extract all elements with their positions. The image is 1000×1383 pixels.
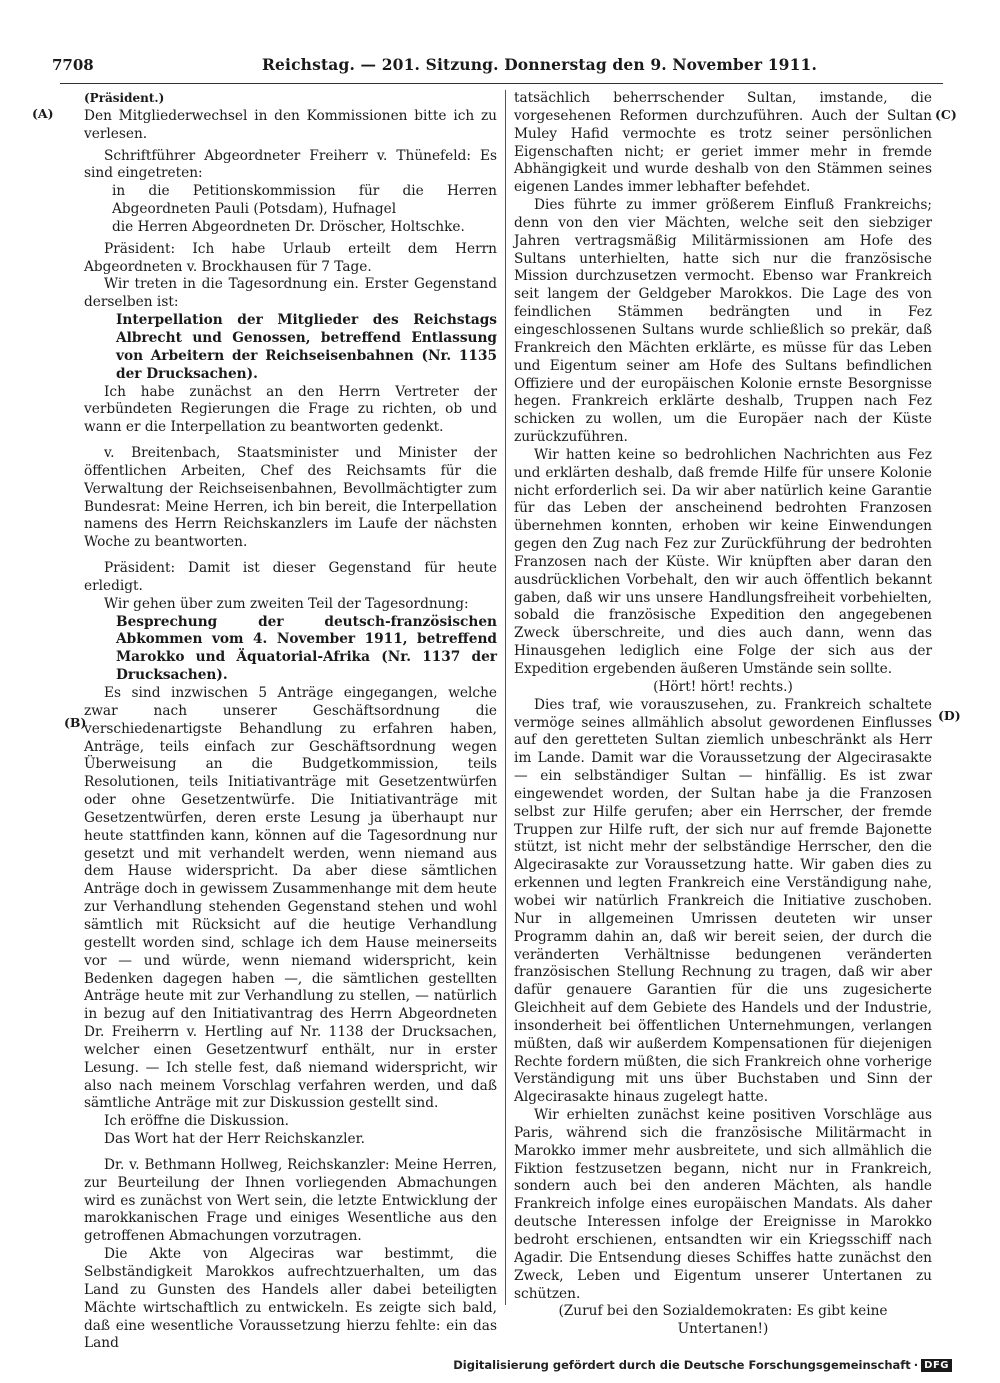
paragraph: Schriftführer Abgeordneter Freiherr v. Thünefeld: Es sind eingetreten:	[84, 147, 497, 182]
interjection: (Hört! hört! rechts.)	[653, 678, 793, 695]
column-divider	[505, 90, 506, 1305]
paragraph: tatsächlich beherrschender Sultan, imstande, die vorgesehenen Reformen durchzuführen. Auch der Sultan Muley Hafid vermochte es trotz seiner persönlichen Eigenschaften nicht; er geriet immer mehr in fremde Abhängigkeit und wurde deshalb von den Stämmen seines eigenen Landes immer lebhafter befehdet.	[514, 90, 932, 196]
paragraph: Dies traf, wie vorauszusehen, zu. Frankreich schaltete vermöge seines allmählich absolut gewordenen Einflusses auf den geretteten Sultan ziemlich unbeschränkt als Herr im Lande. Damit war die Voraussetzung der Algecirasakte — ein selbständiger Sultan — hinfällig. Es ist zwar eingewendet worden, der Sultan habe ja die Franzosen selbst zur Hilfe gerufen; aber ein Herrscher, der fremde Truppen zur Hilfe ruft, der sich nur auf fremde Bajonette stützt, ist nicht mehr der selbständige Herrscher, den die Algecirasakte zur Voraussetzung hatte. Wir gaben dies zu erkennen und legten Frankreich eine Verständigung nahe, wobei wir natürlich Frankreich die Initiative zuschoben. Nur in allgemeinen Umrissen deuteten wir unser Programm dahin an, daß wir bereit seien, der durch die veränderten Verhältnisse bedungenen veränderten französischen Stellung Rechnung zu tragen, daß wir aber dafür genauere Garantien für die uns zugesicherte Gleichheit auf dem Gebiete des Handels und der Industrie, insonderheit bei öffentlichen Unternehmungen, verlangen müßten, daß wir außerdem Kompensationen für diejenigen Rechte fordern müßten, die sich Frankreich ohne vorherige Verständigung mit uns über Buchstaben und Sinn der Algecirasakte hinaus zugelegt hatte.	[514, 696, 932, 1106]
paragraph: Ich habe zunächst an den Herrn Vertreter der verbündeten Regierungen die Frage zu richten, ob und wann er die Interpellation zu beantworten gedenkt.	[84, 383, 497, 436]
paragraph: Wir erhielten zunächst keine positiven Vorschläge aus Paris, während sich die französische Militärmacht in Marokko immer mehr ausbreitete, und sich allmählich die Fiktion festzusetzen begann, nicht nur in Frankreich, sondern auch bei den anderen Mächten, als handle Frankreich infolge eines europäischen Mandats. Als daher deutsche Interessen infolge der Ereignisse in Marokko bedroht erschienen, entsandten wir ein Kriegsschiff nach Agadir. Die Entsendung dieses Schiffes hatte zunächst den Zweck, Leben und Eigentum unserer Untertanen zu schützen.	[514, 1107, 932, 1302]
paragraph: Den Mitgliederwechsel in den Kommissionen bitte ich zu verlesen.	[84, 107, 497, 142]
margin-mark-d: (D)	[938, 708, 961, 723]
agenda-item: Besprechung der deutsch-französischen Abkommen vom 4. November 1911, betreffend Marokko und Äquatorial-Afrika (Nr. 1137 der Drucksachen).	[116, 613, 497, 684]
paragraph: Wir treten in die Tagesordnung ein. Erster Gegenstand derselben ist:	[84, 276, 497, 311]
margin-mark-c: (C)	[935, 107, 957, 122]
right-column	[514, 90, 932, 1339]
running-title: Reichstag. — 201. Sitzung. Donnerstag den 9. November 1911.	[262, 55, 818, 74]
page-header	[52, 52, 948, 78]
paragraph: Die Akte von Algeciras war bestimmt, die Selbständigkeit Marokkos aufrechtzuerhalten, um das Land zu Gunsten des Handels aller dabei beteiligten Mächte wirtschaftlich zu entwickeln. Es zeigte sich bald, daß eine wesentliche Voraussetzung hierzu fehlte: ein das Land	[84, 1246, 497, 1352]
page-number: 7708	[52, 56, 94, 74]
paragraph: Wir hatten keine so bedrohlichen Nachrichten aus Fez und erklärten deshalb, daß fremde Hilfe für unsere Kolonie nicht erforderlich sei. Da wir aber natürlich keine Garantie für das Leben der anscheinend bedrohten Franzosen übernehmen konnten, erhoben wir keine Einwendungen gegen den Zug nach Fez zur Zurückführung der bedrohten Franzosen nach der Küste. Wir knüpften aber daran den ausdrücklichen Vorbehalt, den wir auch öffentlich bekannt gaben, daß wir uns unsere Handlungsfreiheit vorbehielten, sobald die französische Expedition den angegebenen Zweck überschreite, und dies auch dann, wenn das Hinausgehen lediglich eine Folge der sich aus der Expedition ergebenden äußeren Umstände sein sollte.	[514, 446, 932, 677]
margin-mark-a: (A)	[32, 106, 54, 121]
paragraph: Dies führte zu immer größerem Einfluß Frankreichs; denn von den vier Mächten, welche seit den siebziger Jahren vertragsmäßig Militärmissionen am Hofe des Sultans unterhielten, hatte sich nur die französische Mission durchzusetzen vermocht. Ebenso war Frankreich seit langem der Geldgeber Marokkos. Die Lage des von feindlichen Stämmen bedrängten und in Fez eingeschlossenen Sultans wurde schließlich so prekär, daß Frankreich den Mächten erklärte, es müsse für das Leben und Eigentum seiner am Hofe des Sultans befindlichen Offiziere und der europäischen Kolonie ernste Besorgnisse hegen. Frankreich erklärte deshalb, Truppen nach Fez schicken zu wollen, um die Europäer nach der Küste zurückzuführen.	[514, 197, 932, 446]
dfg-logo: DFG	[921, 1359, 952, 1372]
paragraph: die Herren Abgeordneten Dr. Dröscher, Holtschke.	[112, 218, 465, 235]
paragraph: Wir gehen über zum zweiten Teil der Tagesordnung:	[104, 595, 469, 612]
margin-mark-b: (B)	[64, 715, 87, 730]
paragraph: Es sind inzwischen 5 Anträge eingegangen, welche zwar nach unserer Geschäftsordnung die verschiedenartigste Behandlung zu erfahren haben, Anträge, teils einfach zur Geschäftsordnung wegen Überweisung an die Budgetkommission, teils Resolutionen, teils Initiativanträge mit Gesetzentwürfen oder ohne Gesetzentwürfe. Die Initiativanträge mit Gesetzentwürfen, deren erste Lesung ja überhaupt nur heute stattfinden kann, können auf die Tagesordnung nur gesetzt und mit verhandelt werden, wenn niemand aus dem Hause widerspricht. Da aber diese sämtlichen Anträge doch in gewissem Zusammenhange mit dem heute zur Verhandlung stehenden Gegenstand stehen und wohl sämtlich mit Rücksicht auf die heutige Verhandlung gestellt worden sind, schlage ich dem Hause meinerseits vor — und würde, wenn niemand widerspricht, kein Bedenken dagegen haben —, die sämtlichen gestellten Anträge heute mit zur Verhandlung zu stellen, — natürlich in bezug auf den Initiativantrag des Herrn Abgeordneten Dr. Freiherrn v. Hertling auf Nr. 1138 der Drucksachen, welcher einen Gesetzentwurf enthält, nur in erster Lesung. — Ich stelle fest, daß niemand widerspricht, wir also nach meinem Vorschlag verfahren werden, und daß sämtliche Anträge mit zur Diskussion gestellt sind.	[84, 685, 497, 1112]
funding-note: Digitalisierung gefördert durch die Deutsche Forschungsgemeinschaft	[453, 1358, 911, 1372]
paragraph: Ich eröffne die Diskussion.	[104, 1113, 290, 1130]
paragraph: in die Petitionskommission für die Herren Abgeordneten Pauli (Potsdam), Hufnagel	[112, 183, 497, 218]
left-column	[84, 90, 497, 1353]
paragraph: Dr. v. Bethmann Hollweg, Reichskanzler: Meine Herren, zur Beurteilung der Ihnen vorliegenden Abmachungen wird es zunächst von Wert sein, die letzte Entwicklung der marokkanischen Frage und einiges Wesentliche aus den getroffenen Abmachungen vorzutragen.	[84, 1156, 497, 1245]
paragraph: Das Wort hat der Herr Reichskanzler.	[104, 1131, 365, 1148]
paragraph: Präsident: Damit ist dieser Gegenstand für heute erledigt.	[84, 560, 497, 594]
header-rule	[60, 83, 943, 84]
digitization-footer: Digitalisierung gefördert durch die Deutsche Forschungsgemeinschaft · DFG	[453, 1358, 952, 1372]
interjection: (Zuruf bei den Sozialdemokraten: Es gibt keine Untertanen!)	[558, 1303, 888, 1338]
paragraph: v. Breitenbach, Staatsminister und Minister der öffentlichen Arbeiten, Chef des Reichsamts für die Verwaltung der Reichseisenbahnen, Bevollmächtigter zum Bundesrat: Meine Herren, ich bin bereit, die Interpellation namens des Herrn Reichskanzlers im Laufe der nächsten Woche zu beantworten.	[84, 445, 497, 551]
agenda-item: Interpellation der Mitglieder des Reichstags Albrecht und Genossen, betreffend Entlassung von Arbeitern der Reichseisenbahnen (Nr. 1135 der Drucksachen).	[116, 312, 497, 382]
paragraph: Präsident: Ich habe Urlaub erteilt dem Herrn Abgeordneten v. Brockhausen für 7 Tage.	[84, 240, 497, 275]
speaker-label: (Präsident.)	[84, 91, 165, 105]
